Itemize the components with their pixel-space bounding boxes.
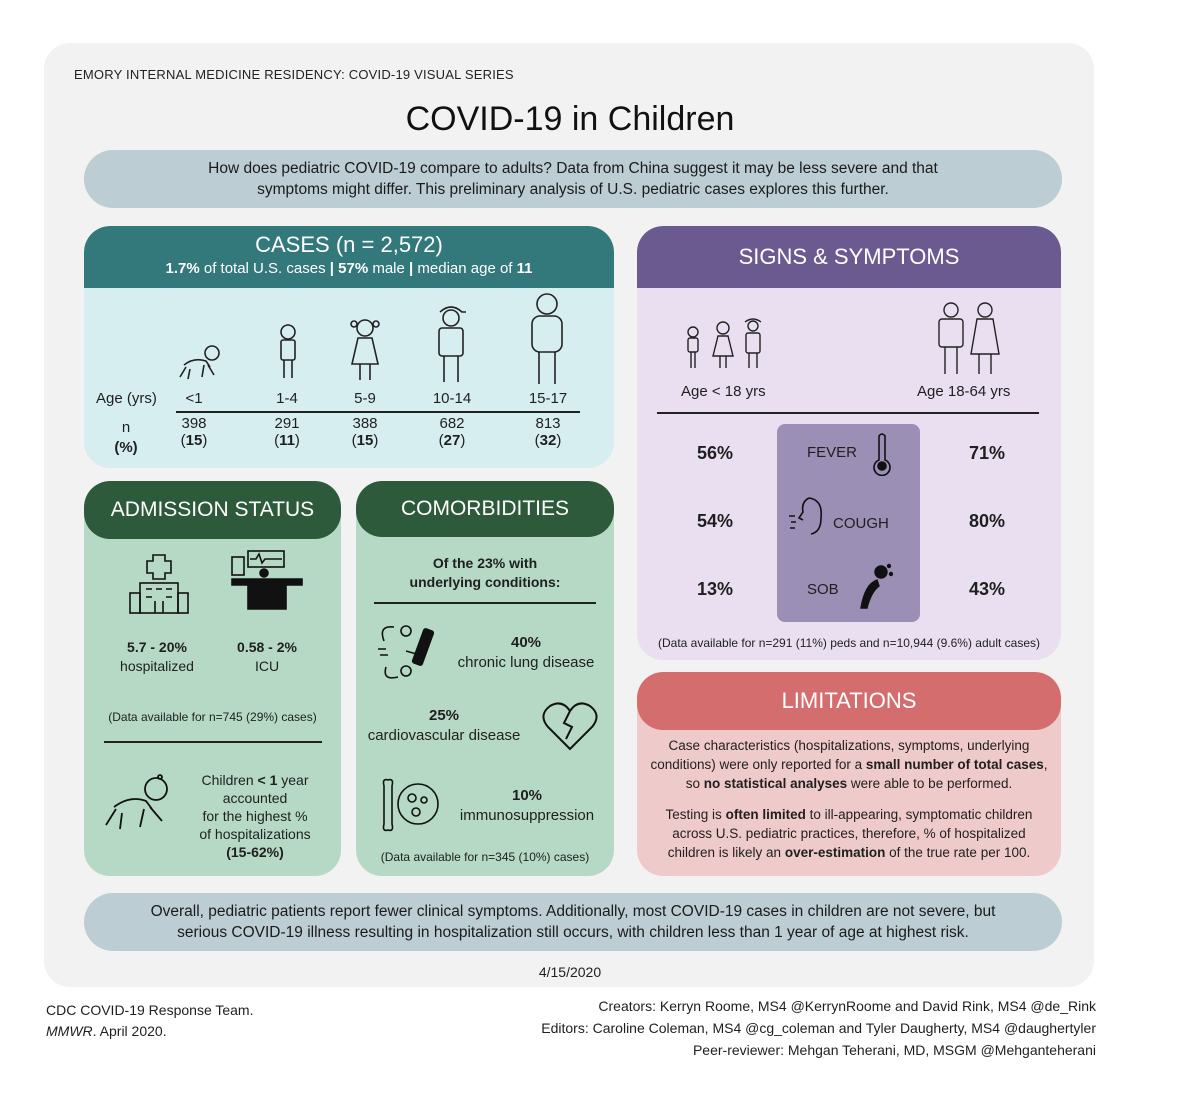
credits-reviewer: Peer-reviewer: Mehgan Teherani, MD, MSGM @Mehganteherani [692, 1042, 1096, 1058]
lim-p1-d: cases [1006, 757, 1044, 772]
credits [541, 995, 1096, 1061]
children-group-icon [683, 316, 773, 372]
sob-adult-pct: 43% [969, 579, 1006, 599]
source-journal: MMWR [46, 1023, 93, 1039]
icu-label: ICU [254, 658, 280, 674]
age-n: 813 [535, 415, 561, 432]
hospitalized-label: hospitalized [120, 658, 194, 674]
lim-p2-b: often limited [725, 807, 806, 822]
age-group-lt1: <1 398 (15) [154, 390, 234, 449]
comorbid-intro-a: Of the [432, 555, 474, 571]
fever-adult-pct: 71% [969, 443, 1006, 463]
lim-p2-e: children is likely an [667, 845, 782, 860]
signs-divider [657, 412, 1039, 414]
age-group-5-9: 5-9 388 (15) [325, 390, 405, 449]
comorbidities-card [356, 481, 614, 876]
age-label: 1-4 [276, 390, 298, 407]
sob-label: SOB [807, 581, 839, 598]
cases-pct-male: 57% [338, 260, 369, 277]
crawling-baby-large-icon [102, 773, 178, 833]
cough-ped-pct: 54% [697, 511, 734, 531]
comorbidities-note: (Data available for n=345 (10%) cases) [380, 850, 590, 864]
girl-icon [348, 316, 382, 384]
adults-icon [933, 300, 1005, 376]
lung-label: chronic lung disease [457, 654, 595, 671]
cases-n: (n = 2,572) [335, 232, 443, 257]
lim-p2-d: across U.S. pediatric practices, therefore, % of hospitalized [672, 826, 1026, 841]
icu-value: 0.58 - 2% [237, 639, 297, 655]
cases-card [84, 226, 614, 468]
cardio-pct: 25% [428, 707, 460, 724]
source-citation [46, 1000, 253, 1042]
signs-card [637, 226, 1061, 660]
cough-label: COUGH [833, 515, 889, 532]
fever-ped-pct: 56% [697, 443, 734, 463]
limitations-card [637, 672, 1061, 876]
comorbid-intro-d: underlying conditions: [409, 574, 561, 590]
cases-sep-1: | [329, 260, 334, 277]
age-group-15-17: 15-17 813 (32) [508, 390, 588, 449]
comorbidities-divider [374, 602, 596, 604]
admission-card [84, 481, 341, 876]
age-label: 5-9 [354, 390, 376, 407]
infant-hosp-text [180, 771, 330, 861]
age-n: 398 [181, 415, 207, 432]
age-group-10-14: 10-14 682 (27) [412, 390, 492, 449]
cases-pct-total: 1.7% [165, 260, 200, 277]
source-line-1: CDC COVID-19 Response Team. [46, 1002, 254, 1018]
lungs-inhaler-icon [376, 621, 440, 683]
lim-p2-g: of the true rate per 100. [889, 845, 1031, 860]
comorbid-intro-c: with [509, 555, 538, 571]
date-label: 4/15/2020 [538, 964, 602, 980]
cases-median-value: 11 [516, 260, 533, 277]
infant-text-1c: year [281, 772, 309, 788]
age-n: 291 [274, 415, 300, 432]
immuno-label: immunosuppression [459, 807, 595, 824]
cases-male: male [372, 260, 405, 277]
sob-icon [851, 562, 893, 612]
limitations-para-2 [649, 805, 1049, 862]
cases-median-label: median age of [417, 260, 513, 277]
infant-text-1a: Children [201, 772, 254, 788]
bone-cells-icon [380, 776, 442, 834]
age-label: 10-14 [432, 390, 472, 407]
intro-line-2: symptoms might differ. This preliminary analysis of U.S. pediatric cases explores this further. [257, 181, 889, 198]
lim-p2-c: to ill-appearing, symptomatic children [809, 807, 1033, 822]
admission-divider [104, 741, 322, 743]
lim-p1-a: Case characteristics (hospitalizations, symptoms, underlying [668, 738, 1030, 753]
limitations-header: LIMITATIONS [637, 672, 1061, 730]
immuno-pct: 10% [511, 787, 543, 804]
credits-editors: Editors: Caroline Coleman, MS4 @cg_coleman and Tyler Daugherty, MS4 @daughertyler [541, 1020, 1096, 1036]
icu-bed-icon [230, 549, 304, 613]
admission-header: ADMISSION STATUS [84, 481, 341, 539]
cases-age-label: Age (yrs) [96, 390, 157, 407]
comorbid-intro-b: 23% [477, 555, 506, 571]
toddler-icon [276, 322, 300, 382]
limitations-para-1 [649, 736, 1049, 793]
lim-p1-c: small number of total [865, 757, 1003, 772]
cardio-label: cardiovascular disease [367, 727, 521, 744]
adult-age-label: Age 18-64 yrs [917, 383, 1011, 400]
age-n: 388 [352, 415, 378, 432]
cases-sep-2: | [409, 260, 414, 277]
infant-text-5: (15-62%) [226, 844, 284, 860]
cough-face-icon [787, 494, 827, 538]
signs-note: (Data available for n=291 (11%) peds and n=10,944 (9.6%) adult cases) [657, 636, 1040, 650]
crawling-baby-icon [176, 343, 226, 383]
age-pct: 15 [185, 432, 203, 449]
comorbidities-header: COMORBIDITIES [356, 481, 614, 537]
broken-heart-icon [542, 701, 598, 751]
age-label: <1 [185, 390, 203, 407]
teen-icon [528, 292, 566, 388]
age-group-1-4: 1-4 291 (11) [247, 390, 327, 449]
age-pct: 15 [356, 432, 374, 449]
series-label: EMORY INTERNAL MEDICINE RESIDENCY: COVID-19 VISUAL SERIES [74, 67, 514, 82]
age-label: 15-17 [528, 390, 568, 407]
age-n: 682 [439, 415, 465, 432]
cases-n-label: n [121, 419, 131, 436]
summary-line-1: Overall, pediatric patients report fewer clinical symptoms. Additionally, most COVID-19 cases in children are not severe, but [150, 903, 996, 920]
age-pct: 11 [279, 432, 295, 449]
intro-line-1: How does pediatric COVID-19 compare to adults? Data from China suggest it may be less severe and that [208, 160, 938, 177]
source-date: . April 2020. [92, 1023, 167, 1039]
thermometer-icon [871, 432, 893, 476]
cases-header [84, 226, 614, 288]
lim-p2-f: over-estimation [784, 845, 886, 860]
lim-p1-e: , so [685, 757, 1048, 791]
lim-p1-g: were able to be performed. [850, 776, 1013, 791]
lung-pct: 40% [510, 634, 542, 651]
infant-text-1b: < 1 [257, 772, 278, 788]
cases-pct-label: (%) [114, 439, 138, 456]
fever-label: FEVER [807, 444, 858, 461]
ped-age-label: Age < 18 yrs [681, 383, 766, 400]
boy-cap-icon [434, 302, 468, 386]
lim-p2-a: Testing is [665, 807, 722, 822]
signs-header: SIGNS & SYMPTOMS [637, 226, 1061, 288]
sob-ped-pct: 13% [697, 579, 734, 599]
summary-banner [84, 893, 1062, 951]
hospital-icon [128, 553, 190, 615]
credits-creators: Creators: Kerryn Roome, MS4 @KerrynRoome and David Rink, MS4 @de_Rink [598, 998, 1096, 1014]
lim-p1-b: conditions) were only reported for a [650, 757, 863, 772]
infant-text-2: accounted [222, 790, 288, 806]
cases-heading: CASES [255, 232, 330, 257]
cases-of-total: of total U.S. cases [203, 260, 326, 277]
lim-p1-f: no statistical analyses [703, 776, 848, 791]
cough-adult-pct: 80% [969, 511, 1006, 531]
summary-line-2: serious COVID-19 illness resulting in hospitalization still occurs, with children less than 1 year of age at highest risk. [177, 924, 969, 941]
admission-note: (Data available for n=745 (29%) cases) [108, 710, 317, 724]
age-pct: 32 [539, 432, 557, 449]
page-title: COVID-19 in Children [405, 100, 735, 138]
infant-text-4: of hospitalizations [199, 826, 311, 842]
comorbidities-intro [356, 554, 614, 592]
infant-text-3: for the highest % [202, 808, 308, 824]
age-pct: 27 [443, 432, 461, 449]
intro-banner [84, 150, 1062, 208]
hospitalized-value: 5.7 - 20% [127, 639, 187, 655]
